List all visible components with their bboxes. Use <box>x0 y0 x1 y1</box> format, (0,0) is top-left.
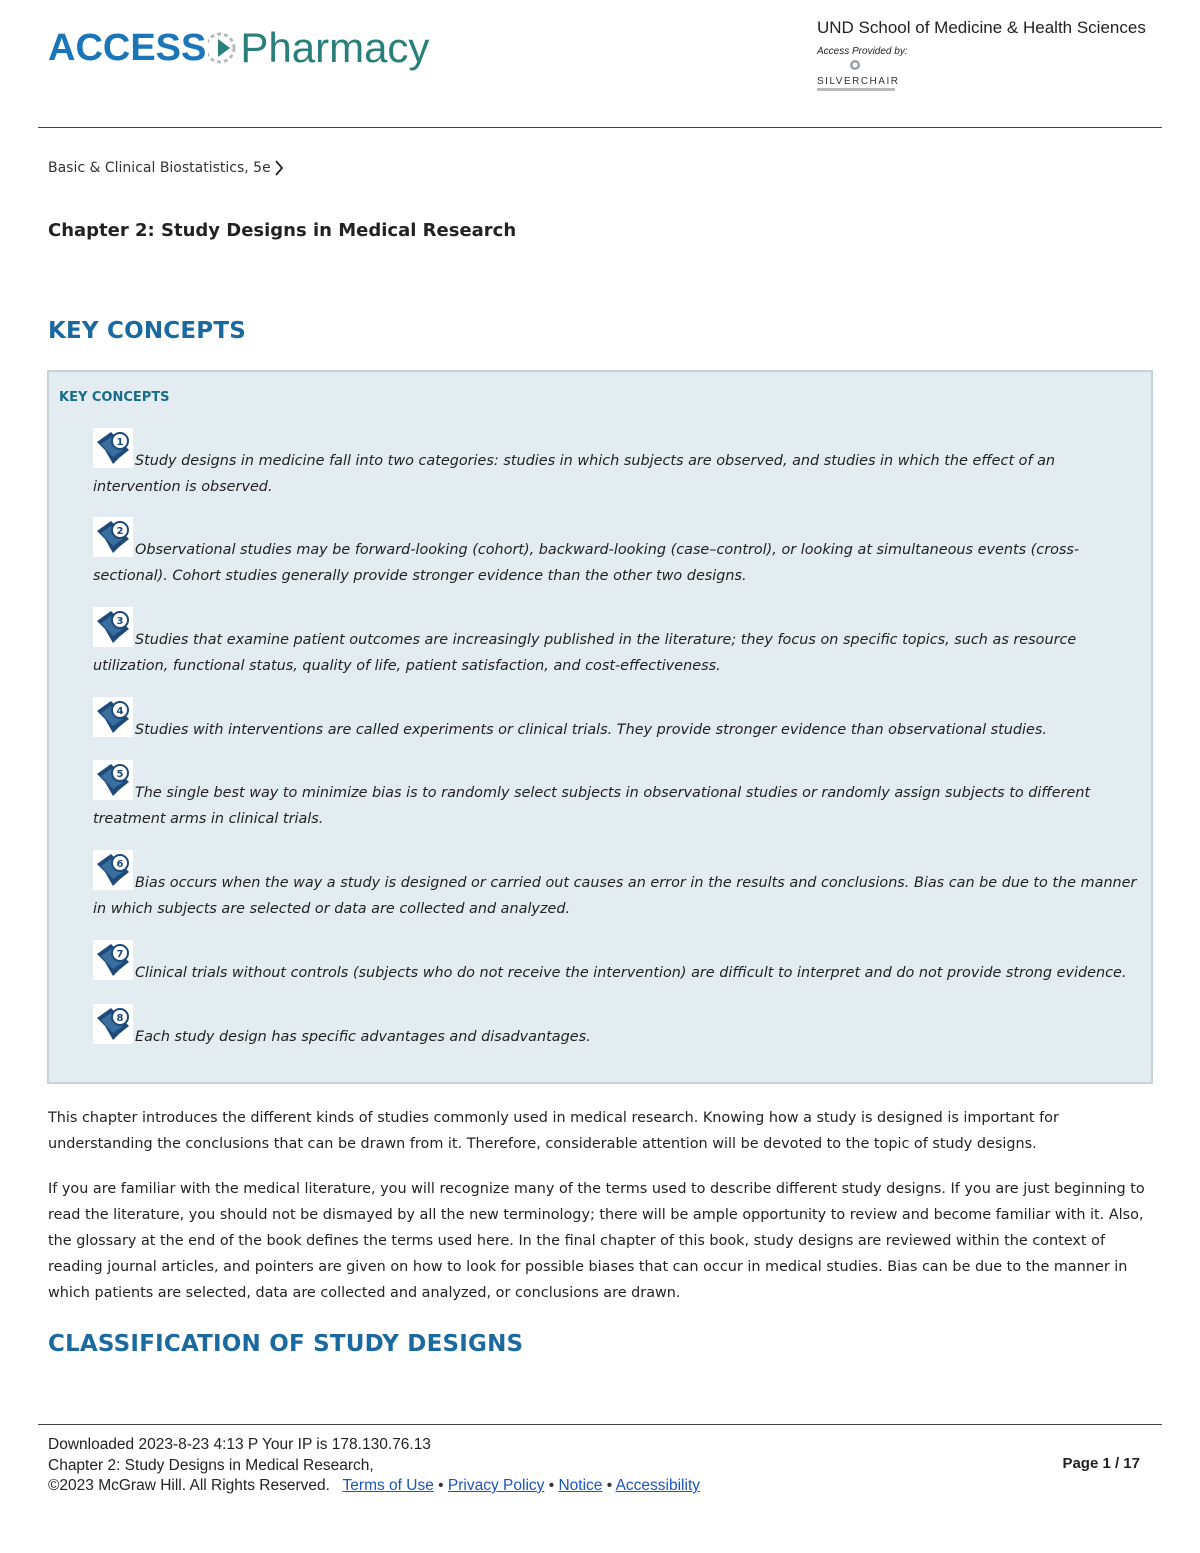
body-paragraph: If you are familiar with the medical literature, you will recognize many of the terms used to describe different study designs. If you are just beginning to read the literature, you should not be dismayed by all the new terminology; there will be ample opportunity to review and become familiar with it. Also, the glossary at the end of the book defines the terms used here. In the final chapter of this book, study designs are reviewed within the context of reading journal articles, and pointers are given on how to look for possible biases that can occur in medical studies. Bias can be due to the manner in which patients are selected, data are collected and analyzed, or conclusions are drawn. <box>48 1181 1145 1301</box>
key-concept-item <box>93 428 1143 500</box>
access-provided-label: Access Provided by: <box>817 46 908 57</box>
notice-link[interactable]: Notice <box>558 1477 603 1494</box>
svg-text:1: 1 <box>116 437 124 448</box>
svg-text:8: 8 <box>116 1013 124 1024</box>
privacy-policy-link[interactable]: Privacy Policy <box>447 1477 545 1494</box>
footer-chapter: Chapter 2: Study Designs in Medical Research, <box>48 1456 374 1474</box>
key-concepts-box <box>47 370 1153 1084</box>
key-concept-item <box>93 697 1143 743</box>
accesspharmacy-logo[interactable] <box>48 18 429 78</box>
key-concept-item <box>93 517 1143 589</box>
page-number: Page 1 / 17 <box>1062 1455 1140 1472</box>
key-concept-5-icon <box>93 760 135 800</box>
provider-name: SILVERCHAIR <box>817 76 900 87</box>
chapter-title: Chapter 2: Study Designs in Medical Research <box>48 220 517 241</box>
footer <box>48 1435 700 1497</box>
footer-separator: • <box>606 1477 613 1494</box>
key-concept-6-icon <box>93 850 135 890</box>
gear-arrow-icon <box>208 25 238 71</box>
footer-downloaded: Downloaded 2023-8-23 4:13 P Your IP is 178.130.76.13 <box>48 1436 431 1453</box>
svg-text:6: 6 <box>116 859 124 870</box>
key-concept-item <box>93 850 1143 922</box>
key-concept-item <box>93 760 1143 832</box>
key-concept-7-icon <box>93 940 135 980</box>
key-concept-item <box>93 1004 1143 1050</box>
institution-name: UND School of Medicine & Health Sciences <box>817 18 1146 37</box>
silverchair-logo-icon <box>849 59 861 71</box>
svg-text:7: 7 <box>116 949 124 960</box>
svg-text:5: 5 <box>116 769 124 780</box>
key-concept-text: The single best way to minimize bias is to randomly select subjects in observational studies or randomly assign subjects to different treatment arms in clinical trials. <box>93 785 1091 827</box>
header-divider <box>38 127 1162 128</box>
key-concept-text: Each study design has specific advantages and disadvantages. <box>135 1029 591 1045</box>
logo-pharmacy-text: Pharmacy <box>240 24 430 71</box>
key-concept-text: Studies that examine patient outcomes are increasingly published in the literature; they focus on specific topics, such as resource utilization, functional status, quality of life, patient satisfaction, and cost-effectiveness. <box>93 632 1077 674</box>
body-paragraph: This chapter introduces the different kinds of studies commonly used in medical research. Knowing how a study is designed is important for understanding the conclusions that can be drawn from it. Therefore, considerable attention will be devoted to the topic of study designs. <box>48 1110 1059 1152</box>
footer-copyright: ©2023 McGraw Hill. All Rights Reserved. <box>48 1477 330 1494</box>
institution-block <box>817 18 1152 91</box>
logo-access-text: ACCESS <box>48 26 207 69</box>
footer-links-row <box>48 1476 700 1497</box>
footer-separator: • <box>548 1477 555 1494</box>
breadcrumb-book-link[interactable]: Basic & Clinical Biostatistics, 5e <box>48 160 271 176</box>
svg-text:2: 2 <box>116 526 124 537</box>
section-heading-classification: CLASSIFICATION OF STUDY DESIGNS <box>48 1331 524 1357</box>
key-concept-item <box>93 607 1143 679</box>
key-concept-text: Studies with interventions are called experiments or clinical trials. They provide stronger evidence than observational studies. <box>135 722 1047 738</box>
breadcrumb[interactable] <box>48 160 284 176</box>
footer-separator: • <box>438 1477 444 1494</box>
provider-tagline-bar <box>817 88 895 91</box>
key-concepts-box-label: KEY CONCEPTS <box>59 390 170 405</box>
key-concept-text: Observational studies may be forward-looking (cohort), backward-looking (case–control), or looking at simultaneous events (cross-sectional). Cohort studies generally provide stronger evidence than the other two designs. <box>93 542 1080 584</box>
key-concept-text: Study designs in medicine fall into two categories: studies in which subjects are observed, and studies in which the effect of an intervention is observed. <box>93 453 1056 495</box>
key-concept-3-icon <box>93 607 135 647</box>
key-concept-text: Clinical trials without controls (subjects who do not receive the intervention) are difficult to interpret and do not provide strong evidence. <box>135 965 1127 981</box>
key-concept-2-icon <box>93 517 135 557</box>
svg-text:3: 3 <box>116 616 124 627</box>
key-concept-text: Bias occurs when the way a study is designed or carried out causes an error in the results and conclusions. Bias can be due to the manner in which subjects are selected or data are collected and analyzed. <box>93 875 1137 917</box>
key-concept-8-icon <box>93 1004 135 1044</box>
terms-of-use-link[interactable]: Terms of Use <box>342 1477 434 1494</box>
chevron-right-icon <box>274 160 284 176</box>
svg-text:4: 4 <box>116 706 124 717</box>
section-heading-key-concepts: KEY CONCEPTS <box>48 318 246 344</box>
key-concept-4-icon <box>93 697 135 737</box>
key-concept-1-icon <box>93 428 135 468</box>
key-concept-item <box>93 940 1143 986</box>
footer-divider <box>38 1424 1162 1425</box>
accessibility-link[interactable]: Accessibility <box>615 1477 701 1494</box>
